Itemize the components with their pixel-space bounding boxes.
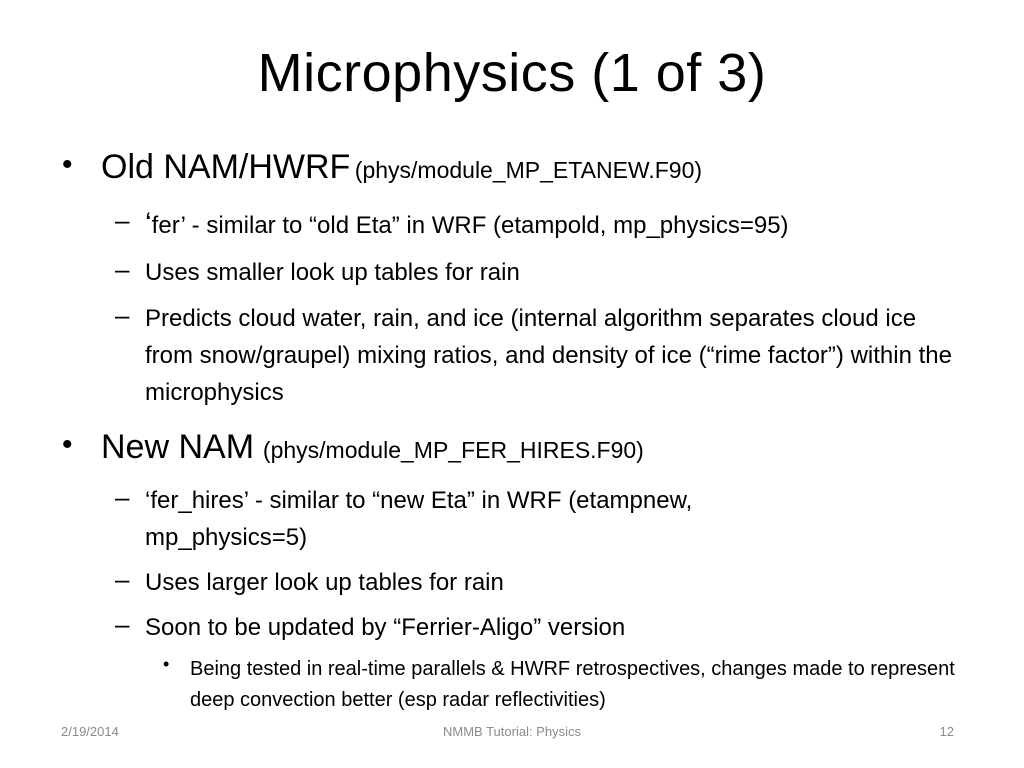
bullet-heading: Old NAM/HWRF: [101, 148, 351, 186]
bullet-marker: •: [62, 148, 73, 181]
sub-bullet-body: fer’ - similar to “old Eta” in WRF (etampold, mp_physics=95): [151, 212, 789, 239]
bullet-text: [101, 148, 702, 187]
bullet-marker: •: [62, 428, 73, 461]
sub-bullet-text: Soon to be updated by “Ferrier-Aligo” version: [145, 614, 626, 641]
sub-bullet-text: Predicts cloud water, rain, and ice (internal algorithm separates cloud ice from snow/graupel) mixing ratios, and density of ice (“rime factor”) within the microphysics: [145, 305, 952, 406]
footer-date: 2/19/2014: [61, 724, 119, 739]
sub-bullet-text: ‘fer_hires’ - similar to “new Eta” in WRF (etampnew, mp_physics=5): [145, 487, 693, 551]
dash-marker: –: [115, 482, 130, 512]
bullet-marker: •: [163, 654, 170, 674]
footer-title: NMMB Tutorial: Physics: [443, 724, 581, 739]
dash-marker: –: [115, 609, 130, 639]
opening-quote: ‘: [145, 207, 152, 240]
sub-bullet-text: [145, 205, 965, 244]
bullet-heading: New NAM: [101, 428, 255, 466]
slide-title: Microphysics (1 of 3): [257, 43, 767, 103]
bullet-source-path: (phys/module_MP_ETANEW.F90): [354, 157, 703, 183]
bullet-source-path: (phys/module_MP_FER_HIRES.F90): [262, 437, 644, 463]
bullet-text: [101, 428, 644, 467]
dash-marker: –: [115, 205, 130, 235]
slide-number: 12: [939, 724, 954, 739]
dash-marker: –: [115, 254, 130, 284]
dash-marker: –: [115, 300, 130, 330]
sub-sub-bullet-text: Being tested in real-time parallels & HWRF retrospectives, changes made to represent deep convection better (esp radar reflectivities): [190, 658, 955, 711]
sub-bullet-text: Uses smaller look up tables for rain: [145, 259, 520, 286]
dash-marker: –: [115, 564, 130, 594]
sub-bullet-text: Uses larger look up tables for rain: [145, 569, 504, 596]
